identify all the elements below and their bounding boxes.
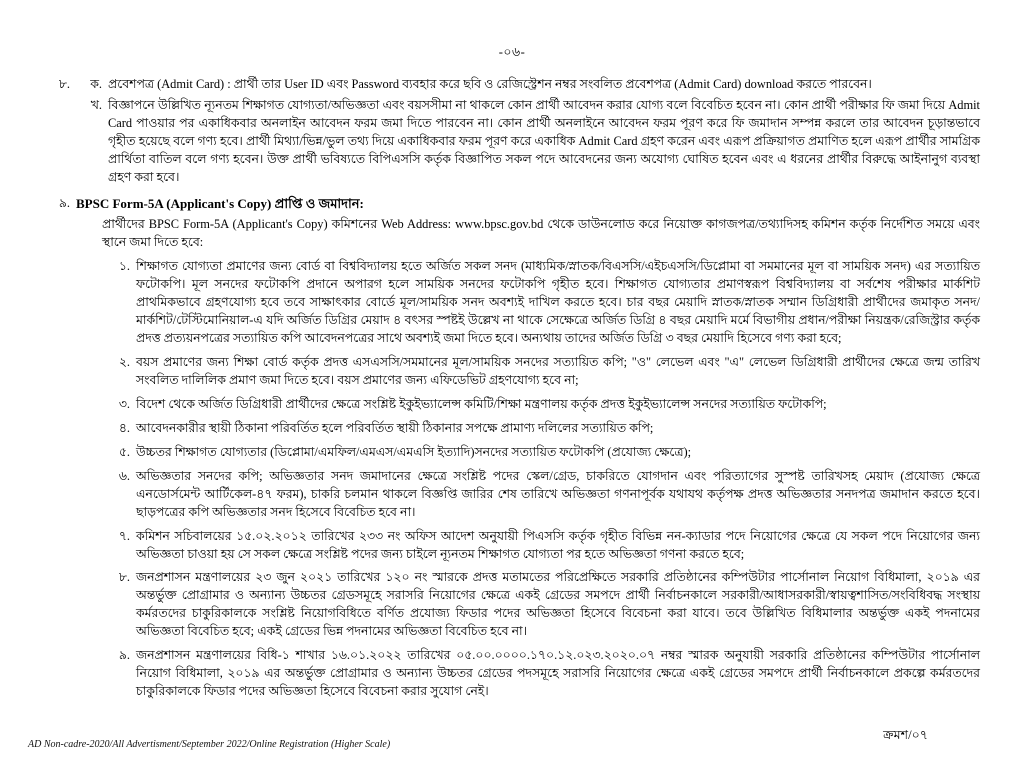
section-8-item-kha-text: বিজ্ঞাপনে উল্লিখিত ন্যূনতম শিক্ষাগত যোগ্যতা/অভিজ্ঞতা এবং বয়সসীমা না থাকলে কোন প্রার্থী আবেদন করার যোগ্য বলে বিবেচিত হবেন না। কোন প্রার্থী পরীক্ষার ফি জমা দিয়ে Admit Card পাওয়ার পর একাধিকবার অনলাইন আবেদন ফরম জমা দিতে পারবেন না। কোন প্রার্থী অনলাইনে আবেদন ফরম পূরণ করে ফি জমাদান সম্পন্ন করলে তার আবেদন চূড়ান্তভাবে গৃহীত হয়েছে বলে গণ্য হবে। প্রার্থী মিথ্যা/ভিন্ন/ভুল তথ্য দিয়ে একাধিকবার ফরম পূরণ করে একাধিক Admit Card গ্রহণ করেন এবং এরূপ প্রক্রিয়াগত প্রমাণিত হলে এরূপ প্রার্থীর সামগ্রিক প্রার্থিতা বাতিল বলে গণ্য হবেন। উক্ত প্রার্থী ভবিষ্যতে বিপিএসসি কর্তৃক বিজ্ঞাপিত সকল পদে আবেদনের জন্য অযোগ্য ঘোষিত হবেন এবং এ ধরনের প্রার্থীর বিরুদ্ধে আইনানুগ ব্যবস্থা গ্রহণ করা হবে। [108,97,980,184]
section-8-item-kha-marker: খ. [90,97,102,112]
section-8-item-kha [76,97,980,187]
section-8-item-ka-text: প্রবেশপত্র (Admit Card) : প্রার্থী তার User ID এবং Password ব্যবহার করে ছবি ও রেজিস্ট্রেশন নম্বর সংবলিত প্রবেশপত্র (Admit Card) download করতে পারবেন। [108,77,872,91]
list-item [102,444,980,462]
list-item-text: আবেদনকারীর স্থায়ী ঠিকানা পরিবর্তিত হলে পরিবর্তিত স্থায়ী ঠিকানার সপক্ষে প্রামাণ্য দলিলের সত্যায়িত কপি; [136,420,654,435]
list-item [102,354,980,390]
list-item-marker: ৭. [118,528,130,543]
section-9-list [76,258,980,702]
list-item-text: উচ্চতর শিক্ষাগত যোগ্যতার (ডিপ্লোমা/এমফিল/এমএস/এমএসি ইত্যাদি)সনদের সত্যায়িত ফটোকপি (প্রযোজ্য ক্ষেত্রে); [136,444,692,459]
list-item-marker: ৮. [118,570,130,585]
document-page [0,44,1024,768]
section-8-item-ka [76,76,980,94]
list-item [102,569,980,641]
list-item-marker: ৯. [118,648,130,663]
section-8 [44,76,980,187]
page-number: -০৬- [498,45,526,59]
list-item [102,647,980,701]
section-8-item-ka-marker: ক. [90,77,102,91]
section-9-marker: ৯. [58,195,70,210]
section-8-marker: ৮. [58,77,70,91]
list-item [102,258,980,348]
list-item-text: বয়স প্রমাণের জন্য শিক্ষা বোর্ড কর্তৃক প্রদত্ত এসএসসি/সমমানের মূল/সাময়িক সনদের সত্যায়িত কপি; "ও" লেভেল এবং "এ" লেভেল ডিগ্রিধারী প্রার্থীদের ক্ষেত্রে জন্ম তারিখ সংবলিত দালিলিক প্রমাণ জমা দিতে হবে। বয়স প্রমাণের জন্য এফিডেভিট গ্রহণযোগ্য হবে না; [136,354,980,387]
list-item-marker: ১. [118,258,130,273]
list-item-text: বিদেশ থেকে অর্জিত ডিগ্রিধারী প্রার্থীদের ক্ষেত্রে সংশ্লিষ্ট ইকুইভ্যালেন্স কমিটি/শিক্ষা মন্ত্রণালয় কর্তৃক প্রদত্ত ইকুইভ্যালেন্স সনদের সত্যায়িত ফটোকপি; [136,396,827,411]
list-item-text: কমিশন সচিবালয়ের ১৫.০২.২০১২ তারিখের ২৩৩ নং অফিস আদেশ অনুযায়ী পিএসসি কর্তৃক গৃহীত বিভিন্ন নন-ক্যাডার পদে নিয়োগের ক্ষেত্রে যে সকল পদে নিয়োগের জন্য অভিজ্ঞতা চাওয়া হয় সে সকল ক্ষেত্রে সংশ্লিষ্ট পদের জন্য চাইলে ন্যূনতম শিক্ষাগত যোগ্যতা পর হতে অভিজ্ঞতা গণনা করতে হবে; [136,528,980,561]
list-item [102,396,980,414]
section-9-body [76,195,980,701]
document-content [0,64,1024,747]
list-item-text: জনপ্রশাসন মন্ত্রণালয়ের বিধি-১ শাখার ১৬.০১.২০২২ তারিখের ০৫.০০.০০০০.১৭০.১২.০২৩.২০২০.০৭ নম্বর স্মারক অনুযায়ী সরকারি প্রতিষ্ঠানের কম্পিউটার পার্সোনাল নিয়োগ বিধিমালা, ২০১৯ এর অন্তর্ভুক্ত প্রোগ্রামার ও অন্যান্য উচ্চতর গ্রেডের পদসমূহে সরাসরি নিয়োগের ক্ষেত্রে একই গ্রেডের সমপদে প্রার্থী নির্বাচনকালে প্রকল্পে কর্মরতদের চাকুরিকালকে ফিডার পদের অভিজ্ঞতা হিসেবে বিবেচনা করার সুযোগ নেই। [136,648,980,699]
list-item-text: অভিজ্ঞতার সনদের কপি; অভিজ্ঞতার সনদ জমাদানের ক্ষেত্রে সংশ্লিষ্ট পদের স্কেল/গ্রেড, চাকরিতে যোগদান এবং পরিত্যাগের সুস্পষ্ট তারিখসহ মেয়াদ (প্রযোজ্য ক্ষেত্রে এনডোর্সমেন্ট আর্টিকেল-৪৭ ফরম), চাকরি চলমান থাকলে বিজ্ঞপ্তি জারির শেষ তারিখে অভিজ্ঞতা গণনাপূর্বক যথাযথ কর্তৃপক্ষ প্রদত্ত অভিজ্ঞতার সনদপত্র জমাদান করতে হবে। ছাড়পত্রের কপি অভিজ্ঞতার সনদ হিসেবে বিবেচিত হবে না। [136,468,980,519]
list-item-marker: ৩. [118,396,130,411]
list-item-marker: ৫. [118,444,130,459]
document-footer: AD Non-cadre-2020/All Advertisment/September 2022/Online Registration (Higher Scale) [28,739,391,750]
list-item-marker: ৬. [118,468,130,483]
list-item-text: জনপ্রশাসন মন্ত্রণালয়ের ২৩ জুন ২০২১ তারিখের ১২০ নং স্মারকে প্রদত্ত মতামতের পরিপ্রেক্ষিতে সরকারি প্রতিষ্ঠানের কম্পিউটার পার্সোনাল নিয়োগ বিধিমালা, ২০১৯ এর অন্তর্ভুক্ত প্রোগ্রামার ও অন্যান্য উচ্চতর গ্রেডসমূহে সরাসরি নিয়োগের ক্ষেত্রে একই গ্রেডের সমপদে প্রার্থী নির্বাচনকালে সরকারী/আধাসরকারী/স্বায়ত্বশাসিত/সংবিধিবদ্ধ সংস্থায় কর্মরতদের চাকুরিকালকে সংশ্লিষ্ট নিয়োগবিধিতে বর্ণিত প্রযোজ্য ফিডার পদের অভিজ্ঞতা হিসেবে বিবেচনা করা যাবে। তবে উল্লিখিত বিধিমালার অন্তর্ভুক্ত একই পদনামের অভিজ্ঞতা বিবেচিত হবে; একই গ্রেডের ভিন্ন পদনামের অভিজ্ঞতা বিবেচিত হবে না। [136,570,980,639]
section-9-intro: প্রার্থীদের BPSC Form-5A (Applicant's Copy) কমিশনের Web Address: www.bpsc.gov.bd থেকে ডাউনলোড করে নিয়োক্ত কাগজপত্র/তথ্যাদিসহ কমিশন কর্তৃক নির্দেশিত সময়ে এবং স্থানে জমা দিতে হবে: [102,216,980,249]
list-item-marker: ৪. [118,420,130,435]
section-9 [44,195,980,701]
list-item [102,528,980,564]
list-item [102,468,980,522]
list-item-marker: ২. [118,354,130,369]
section-8-body [76,76,980,187]
list-item-text: শিক্ষাগত যোগ্যতা প্রমাণের জন্য বোর্ড বা বিশ্ববিদ্যালয় হতে অর্জিত সকল সনদ (মাধ্যমিক/স্নাতক/বিএসসি/এইচএসসি/ডিপ্লোমা বা সমমানের মূল বা সাময়িক সনদ) এর সত্যায়িত ফটোকপি। মূল সনদের ফটোকপি প্রদানে অপারগ হলে সাময়িক সনদের ফটোকপি গৃহীত হবে। শিক্ষাগত যোগ্যতার প্রমাণস্বরূপ বিশ্ববিদ্যালয় বা সর্বশেষ পরীক্ষার মার্কশিট প্রাথমিকভাবে গ্রহণযোগ্য হবে তবে সাক্ষাৎকার বোর্ডে মূল/সাময়িক সনদ অবশ্যই দাখিল করতে হবে। চার বছর মেয়াদি স্নাতক/স্নাতক সম্মান ডিগ্রিধারী প্রার্থীদের জমাকৃত সনদ/মার্কশিট/টেস্টিমোনিয়াল-এ যদি অর্জিত ডিগ্রির মেয়াদ ৪ বৎসর স্পষ্টই উল্লেখ না থাকে সেক্ষেত্রে অর্জিত ডিগ্রি ৪ বছর মেয়াদি মর্মে বিভাগীয় প্রধান/পরীক্ষা নিয়ন্ত্রক/রেজিস্ট্রার কর্তৃক প্রদত্ত প্রত্যয়নপত্রের সত্যায়িত কপি আবেদনপত্রের সাথে অবশ্যই জমা দিতে হবে। অন্যথায় তাদের অর্জিত ডিগ্রি ৩ বছর মেয়াদি হিসেবে গণ্য করা হবে; [136,258,980,345]
continuation-note: ক্রমশ/০৭ [883,728,928,743]
list-item [102,420,980,438]
section-9-heading: BPSC Form-5A (Applicant's Copy) প্রাপ্তি ও জমাদান: [76,195,364,211]
